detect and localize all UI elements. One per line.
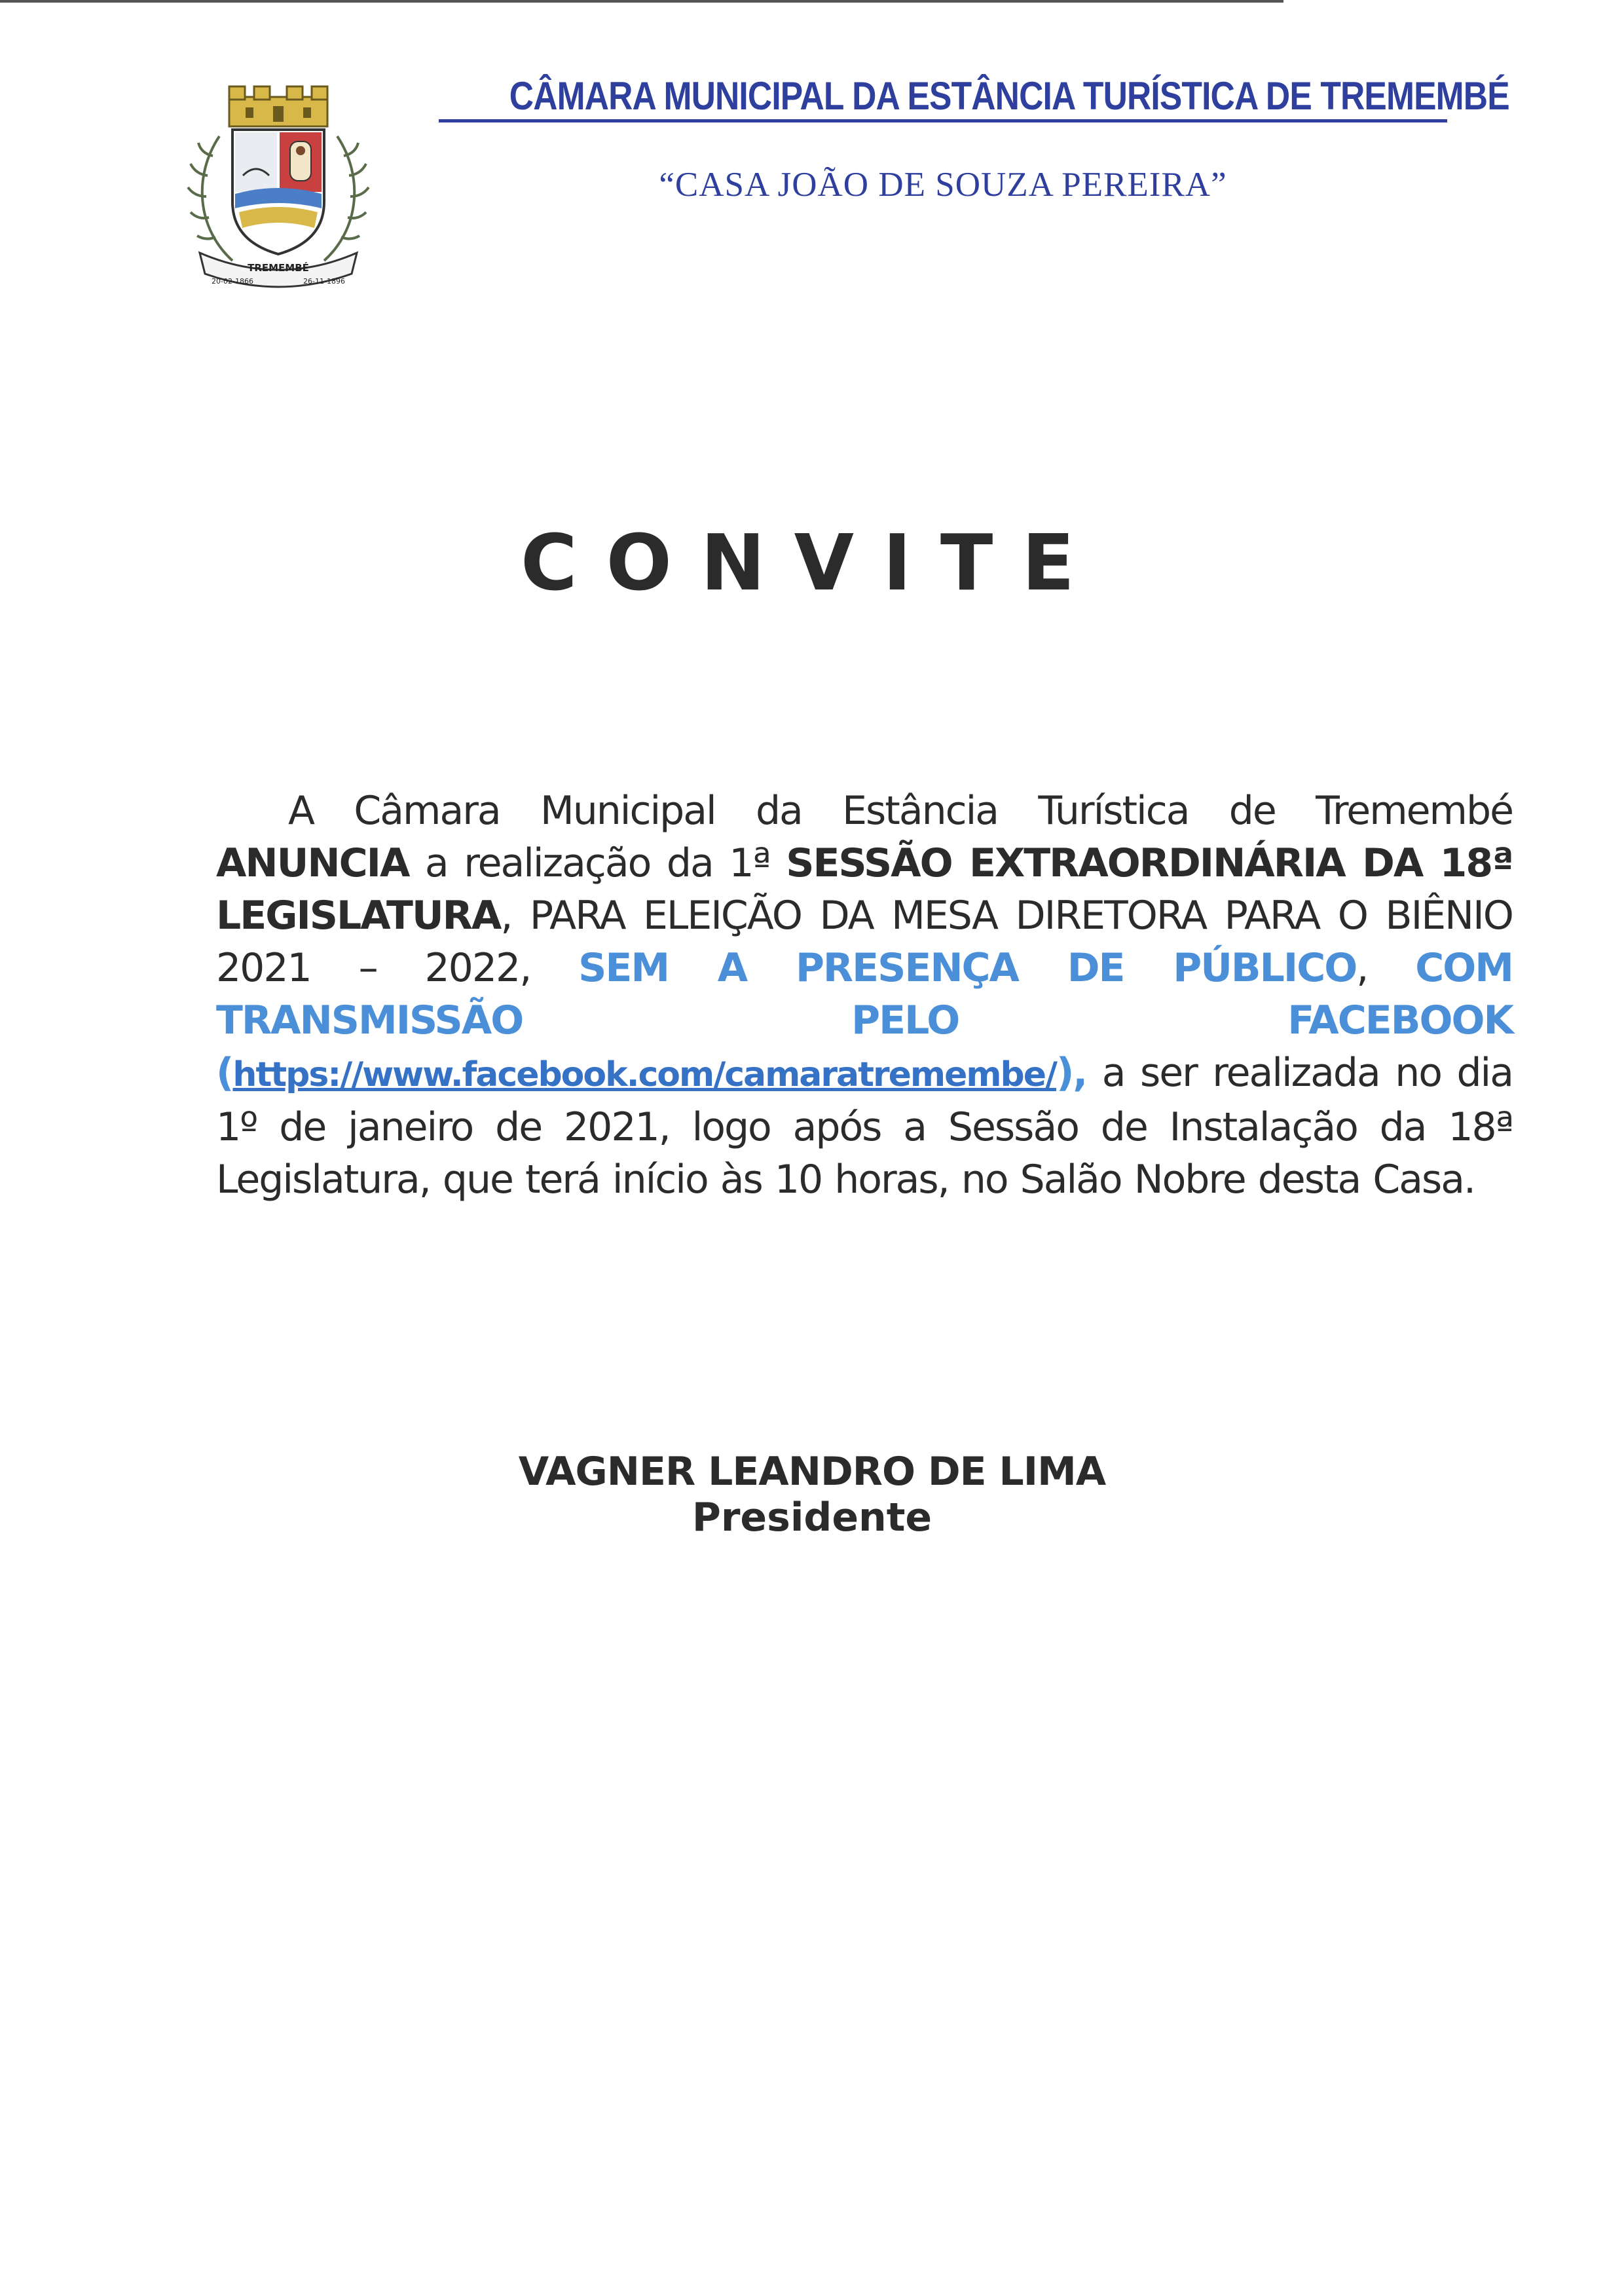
crest-banner-text: TREMEMBÉ <box>248 262 309 274</box>
body-segment-5: , PARA ELEIÇÃO DA MESA DIRETORA PARA O BIÊNIO 2021 – 2022, <box>216 893 1513 991</box>
signatory-name: VAGNER LEANDRO DE LIMA <box>518 1449 1106 1495</box>
body-segment-paren-close: ), <box>1056 1050 1087 1096</box>
laurel-left <box>188 136 232 261</box>
facebook-link[interactable]: https://www.facebook.com/camaratremembe/ <box>232 1055 1056 1094</box>
body-segment-no-public: SEM A PRESENÇA DE PÚBLICO <box>578 945 1357 991</box>
crest-date-left: 20-02-1866 <box>212 277 253 286</box>
crest-date-right: 26-11-1896 <box>303 277 345 286</box>
institution-title: CÂMARA MUNICIPAL DA ESTÂNCIA TURÍSTICA DE TREMEMBÉ <box>509 74 1509 118</box>
scan-top-border <box>0 0 1283 3</box>
institution-title-underline <box>439 119 1447 122</box>
body-segment-paren-open: ( <box>216 1050 233 1096</box>
body-segment-facebook: COM TRANSMISSÃO PELO FACEBOOK <box>216 945 1513 1043</box>
body-segment-11: a ser realizada no dia 1º de janeiro de 2021, logo após a Sessão de Instalação da 18ª Legislatura, que terá início às 10 horas, no Salão Nobre desta Casa. <box>216 1050 1513 1203</box>
document-title: CONVITE <box>521 517 1103 608</box>
body-segment-session: SESSÃO EXTRAORDINÁRIA DA 18ª LEGISLATURA <box>216 840 1513 939</box>
body-segment-7: , <box>1356 945 1416 991</box>
signatory-role: Presidente <box>692 1495 932 1540</box>
body-segment-1: A Câmara Municipal da Estância Turística de Tremembé <box>288 788 1513 834</box>
crest-banner <box>200 253 357 287</box>
shield <box>232 130 324 254</box>
coat-of-arms-icon <box>180 77 377 293</box>
body-segment-3: a realização da 1ª <box>409 840 786 886</box>
laurel-right <box>324 136 369 261</box>
mural-crown <box>229 86 327 126</box>
invitation-paragraph <box>216 785 1513 1206</box>
body-segment-announces: ANUNCIA <box>216 840 409 886</box>
institution-subtitle: “CASA JOÃO DE SOUZA PEREIRA” <box>659 166 1227 204</box>
